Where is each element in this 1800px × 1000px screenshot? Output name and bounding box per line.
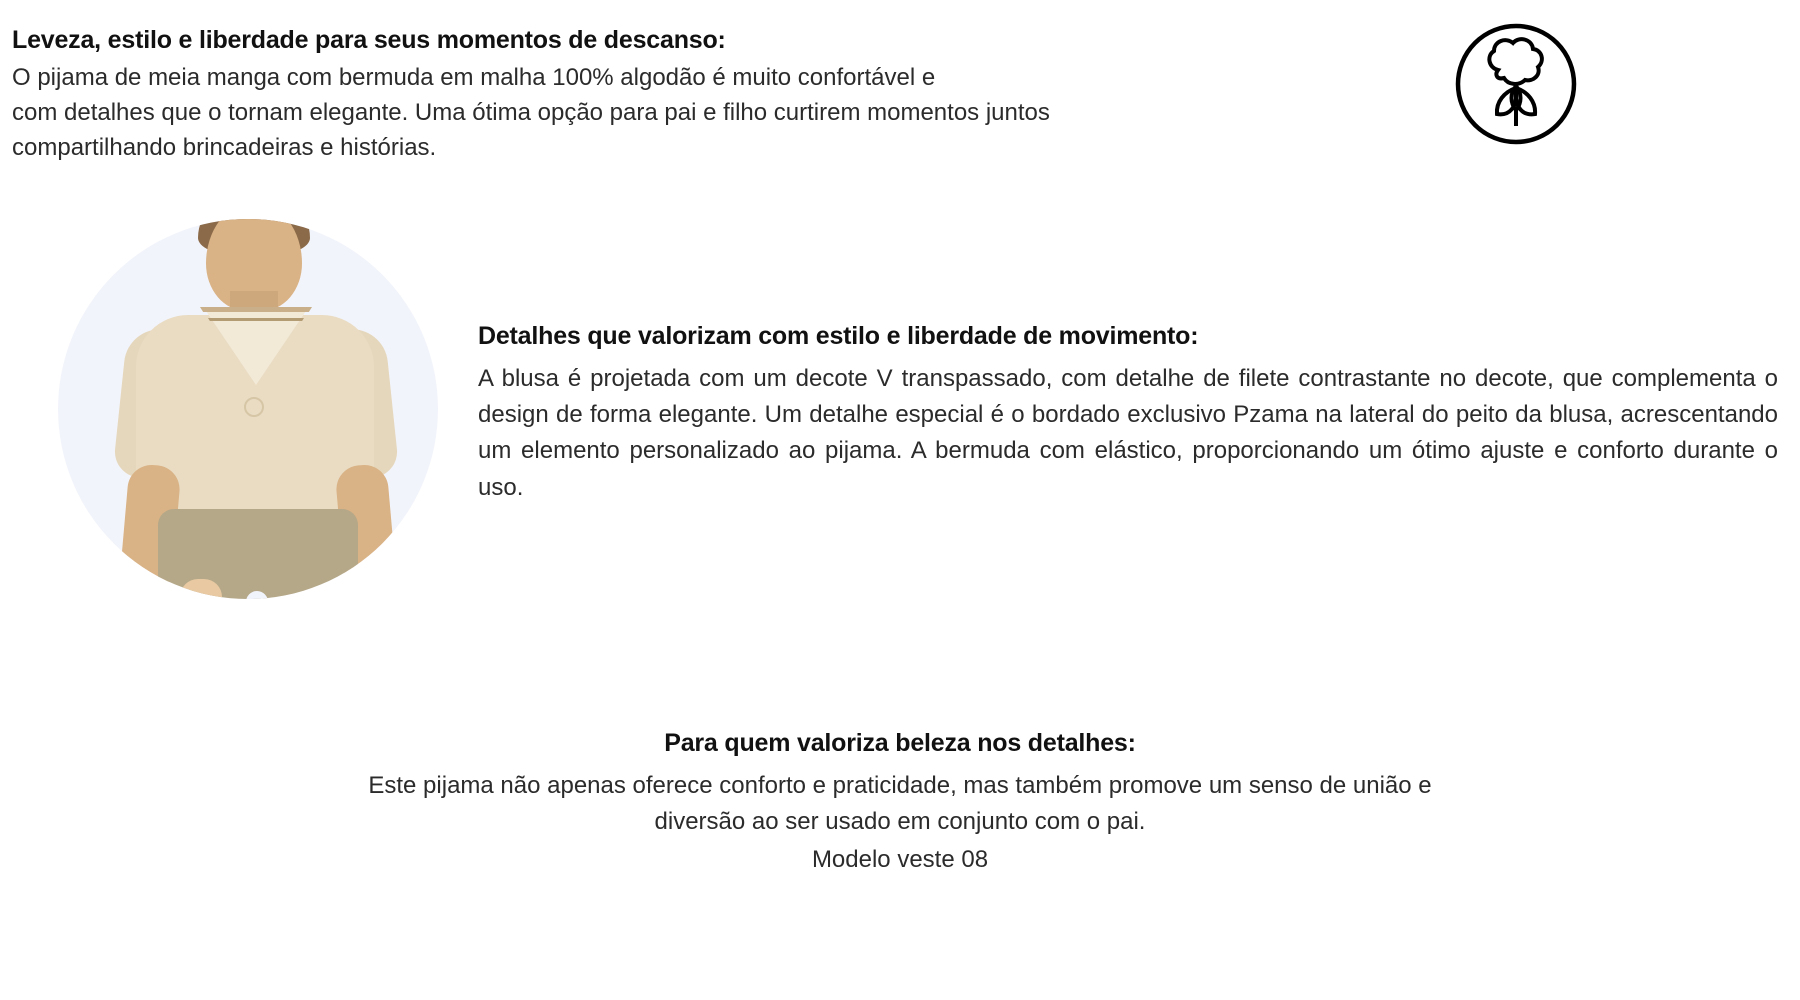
- product-photo: [58, 219, 438, 599]
- product-photo-illustration: [58, 219, 438, 599]
- model-size-note: Modelo veste 08: [811, 845, 989, 873]
- intro-line-3: compartilhando brincadeiras e histórias.: [12, 133, 437, 161]
- intro-line-1: O pijama de meia manga com bermuda em malha 100% algodão é muito confortável e: [12, 63, 936, 91]
- closing-line-2: diversão ao ser usado em conjunto com o pai.: [654, 807, 1146, 835]
- details-heading: Detalhes que valorizam com estilo e liberdade de movimento:: [478, 322, 1199, 350]
- closing-section: [180, 727, 1620, 878]
- intro-section: [12, 24, 1572, 165]
- details-paragraph: A blusa é projetada com um decote V transpassado, com detalhe de filete contrastante no decote, que complementa o design de forma elegante. Um detalhe especial é o bordado exclusivo Pzama na lateral do peito da blusa, acrescentando um elemento personalizado ao pijama. A bermuda com elástico, proporcionando um ótimo ajuste e conforto durante o uso.: [478, 364, 1778, 501]
- intro-paragraph: [12, 60, 1572, 165]
- cotton-flower-icon: [1454, 22, 1578, 146]
- intro-line-2: com detalhes que o tornam elegante. Uma ótima opção para pai e filho curtirem momentos juntos: [12, 98, 1050, 126]
- details-section: [478, 320, 1778, 506]
- closing-line-1: Este pijama não apenas oferece conforto e praticidade, mas também promove um senso de união e: [368, 771, 1432, 799]
- intro-heading: Leveza, estilo e liberdade para seus momentos de descanso:: [12, 26, 726, 54]
- chest-embroidery-icon: [244, 397, 264, 417]
- closing-heading: Para quem valoriza beleza nos detalhes:: [664, 729, 1136, 757]
- closing-paragraph: [180, 768, 1620, 840]
